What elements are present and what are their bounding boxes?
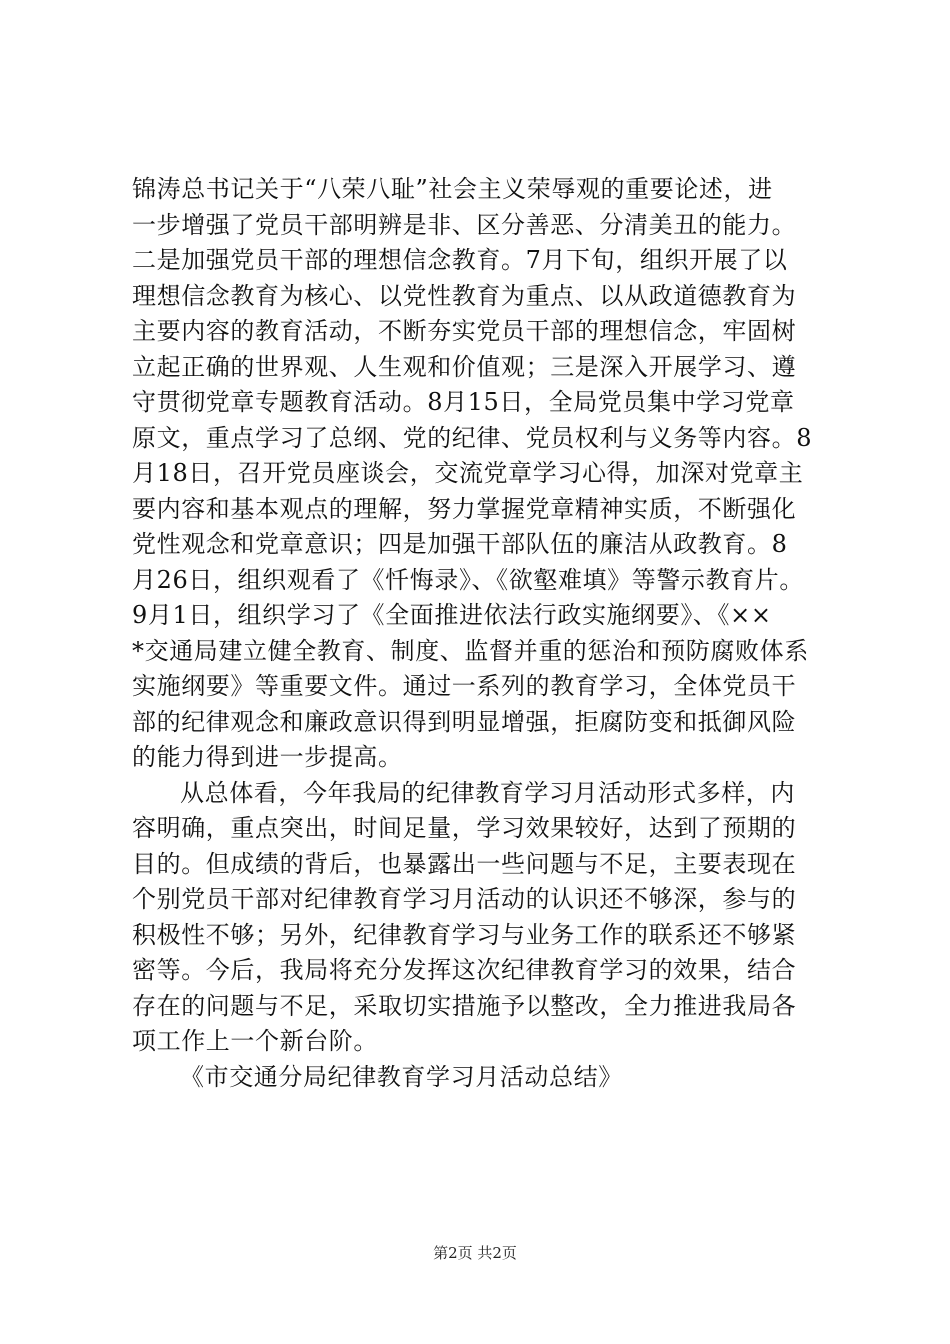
text-line: 的能力得到进一步提高。 bbox=[132, 743, 403, 771]
text-line: 理想信念教育为核心、以党性教育为重点、以从政道德教育为 bbox=[132, 281, 797, 310]
text-line: 实施纲要》等重要文件。通过一系列的教育学习，全体党员干 bbox=[132, 672, 797, 700]
text-line: 党性观念和党章意识；四是加强干部队伍的廉洁从政教育。8 bbox=[132, 530, 788, 558]
text-line: 存在的问题与不足，采取切实措施予以整改，全力推进我局各 bbox=[132, 991, 797, 1020]
text-line: 锦涛总书记关于“八荣八耻”社会主义荣辱观的重要论述，进 bbox=[132, 175, 773, 203]
text-line: 容明确，重点突出，时间足量，学习效果较好，达到了预期的 bbox=[132, 814, 797, 842]
text-line: 一步增强了党员干部明辨是非、区分善恶、分清美丑的能力。 bbox=[132, 210, 797, 239]
text-line: 二是加强党员干部的理想信念教育。7月下旬，组织开展了以 bbox=[132, 246, 788, 274]
text-line: 要内容和基本观点的理解，努力掌握党章精神实质，不断强化 bbox=[132, 494, 797, 523]
text-line: 9月1日，组织学习了《全面推进依法行政实施纲要》、《×× bbox=[132, 601, 772, 629]
text-line: 原文，重点学习了总纲、党的纪律、党员权利与义务等内容。8 bbox=[132, 423, 813, 452]
text-line: 项工作上一个新台阶。 bbox=[132, 1027, 378, 1055]
text-line: 部的纪律观念和廉政意识得到明显增强，拒腐防变和抵御风险 bbox=[132, 707, 797, 736]
text-line: 密等。今后，我局将充分发挥这次纪律教育学习的效果，结合 bbox=[132, 956, 797, 984]
text-line: 目的。但成绩的背后，也暴露出一些问题与不足，主要表现在 bbox=[132, 849, 797, 878]
page-number-footer: 第2页 共2页 bbox=[433, 1244, 517, 1262]
text-line: 主要内容的教育活动，不断夯实党员干部的理想信念，牢固树 bbox=[132, 317, 797, 345]
text-line: 积极性不够；另外，纪律教育学习与业务工作的联系还不够紧 bbox=[132, 920, 797, 949]
text-line: 守贯彻党章专题教育活动。8月15日，全局党员集中学习党章 bbox=[132, 388, 795, 416]
text-line: 立起正确的世界观、人生观和价值观；三是深入开展学习、遵 bbox=[132, 352, 797, 381]
paragraph-start-line: 从总体看，今年我局的纪律教育学习月活动形式多样，内 bbox=[180, 778, 795, 807]
text-line: 个别党员干部对纪律教育学习月活动的认识还不够深，参与的 bbox=[132, 885, 797, 913]
document-body bbox=[132, 172, 832, 1095]
text-line: *交通局建立健全教育、制度、监督并重的惩治和预防腐败体系 bbox=[132, 636, 809, 665]
text-line: 月18日，召开党员座谈会，交流党章学习心得，加深对党章主 bbox=[132, 459, 804, 487]
document-title-line: 《市交通分局纪律教育学习月活动总结》 bbox=[180, 1062, 623, 1091]
text-line: 月26日，组织观看了《忏悔录》、《欲壑难填》等警示教育片。 bbox=[132, 565, 804, 594]
